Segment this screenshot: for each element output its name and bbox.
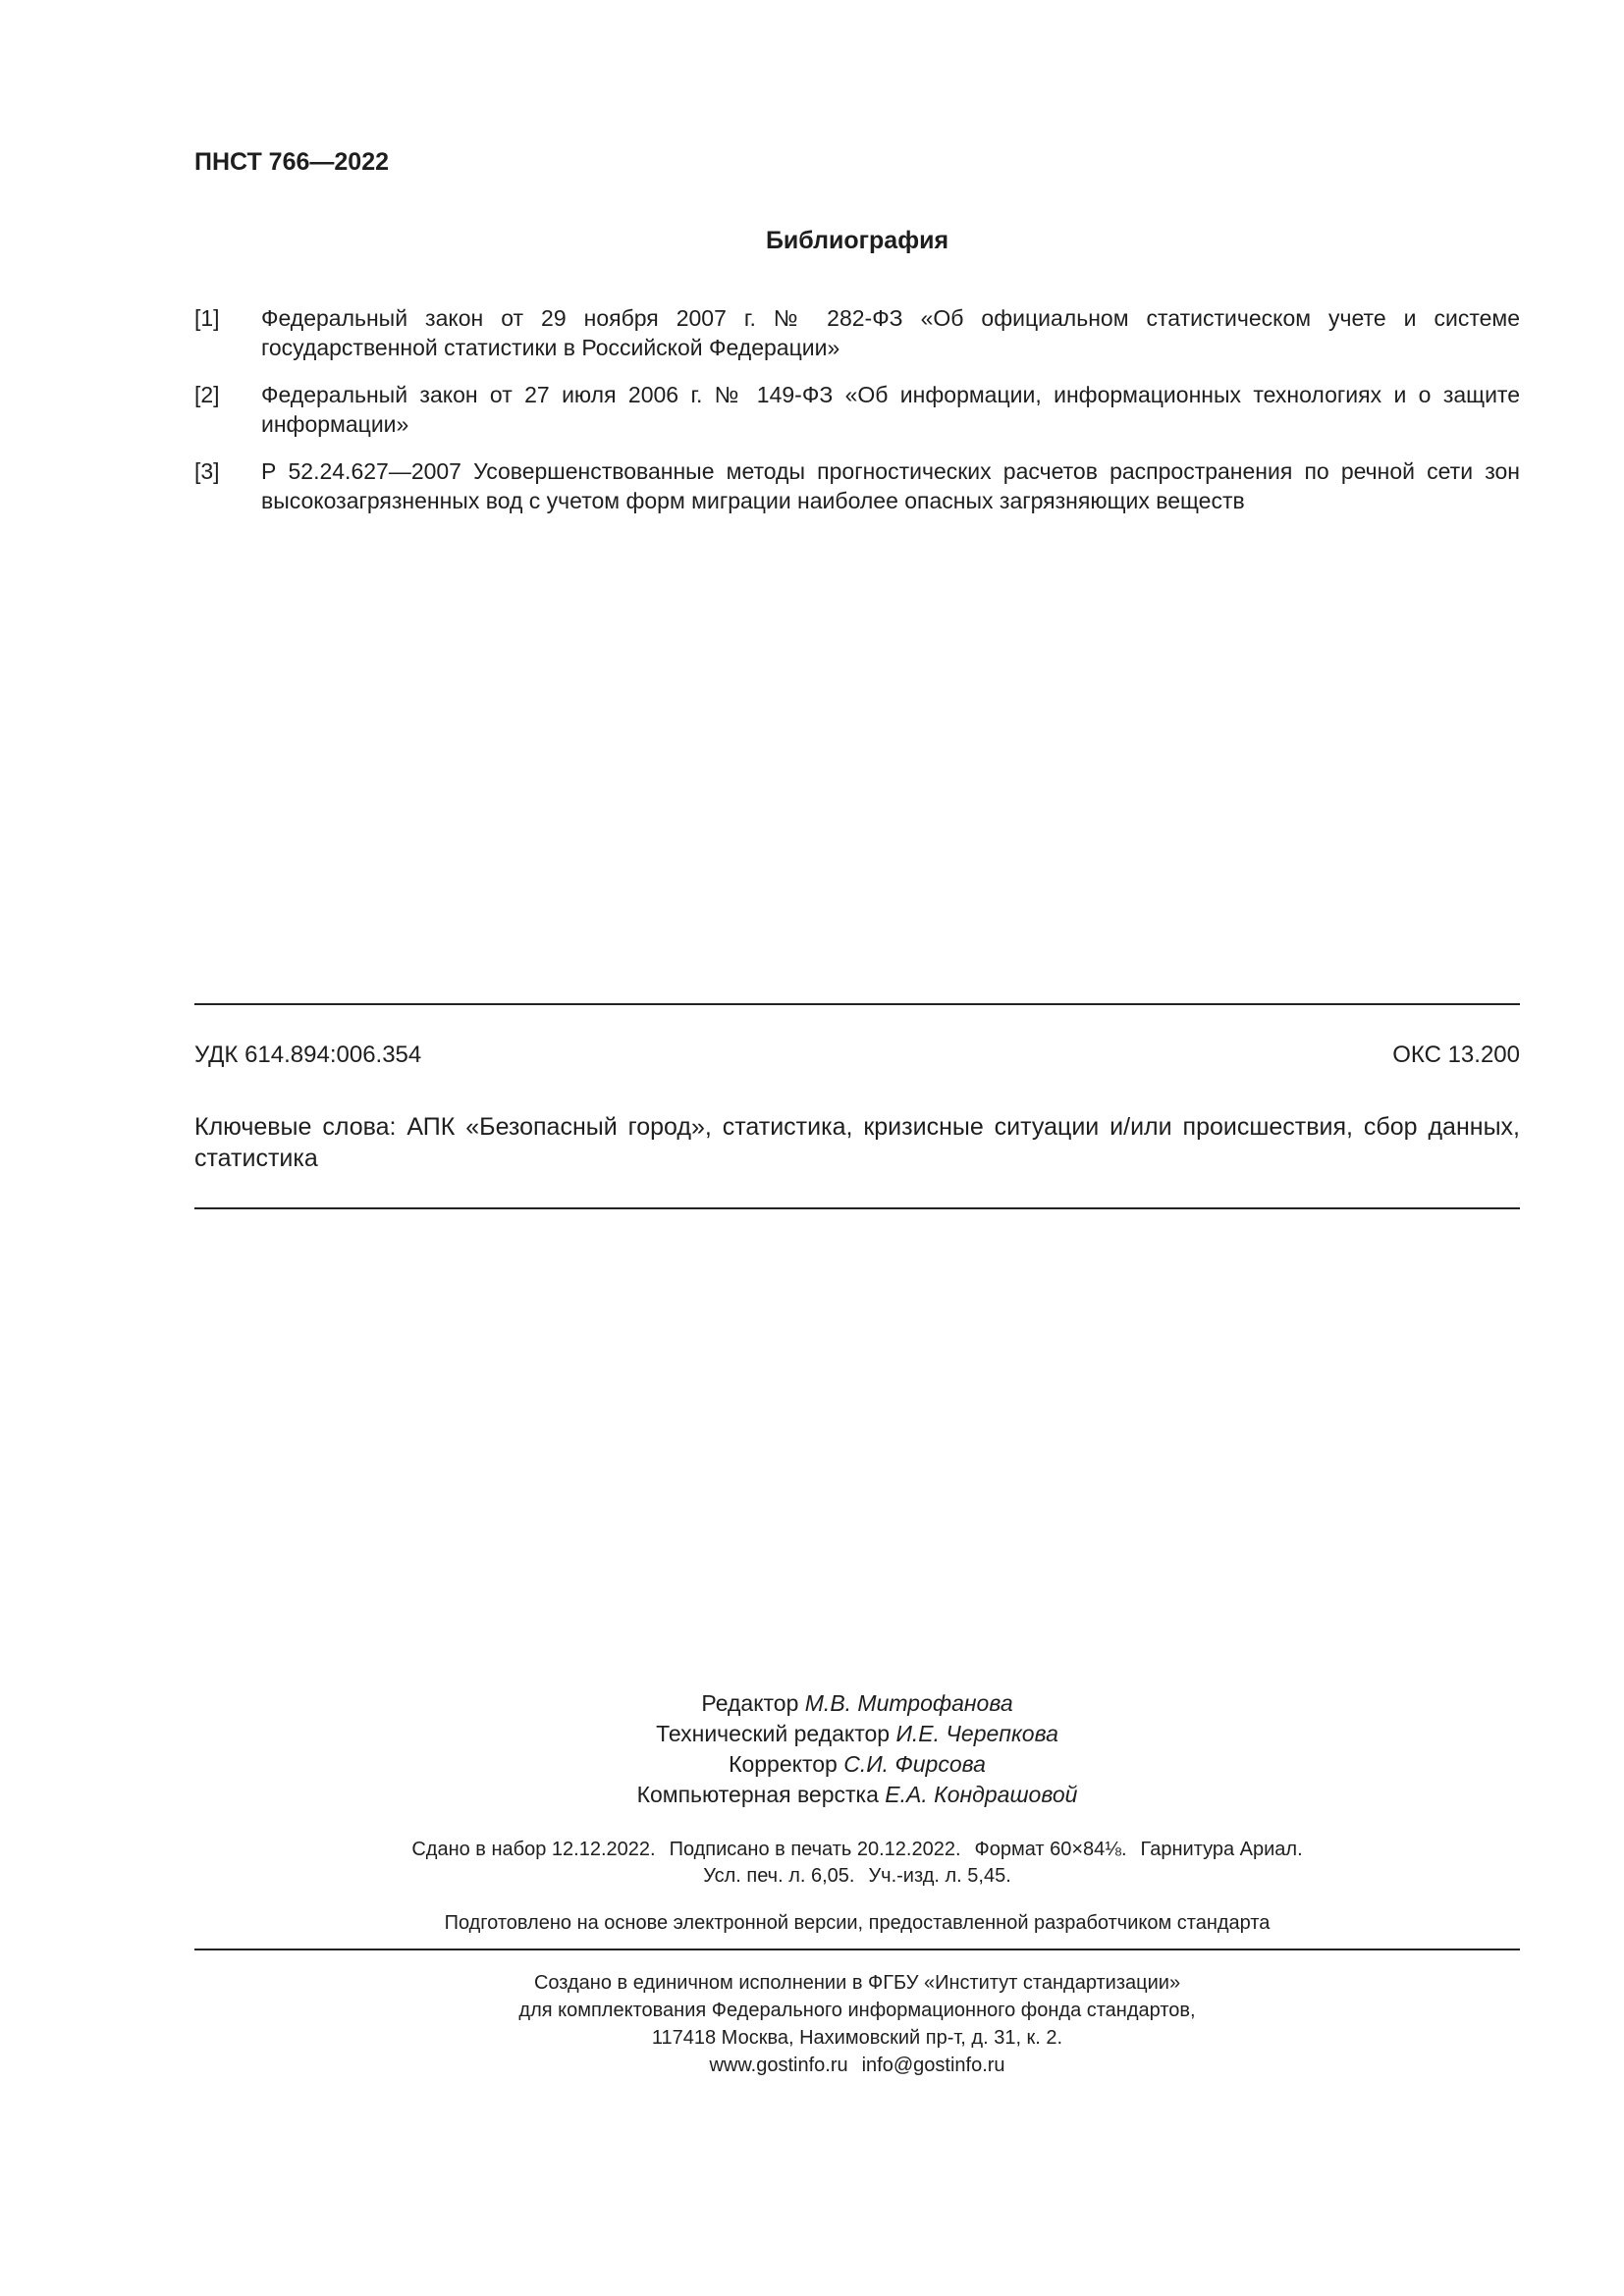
credit-editor: [194, 1688, 1520, 1719]
credit-person: М.В. Митрофанова: [804, 1690, 1013, 1716]
publisher-contacts: [194, 2052, 1520, 2079]
bibliography-item-number: [3]: [194, 458, 220, 484]
print-info: [194, 1837, 1520, 1890]
bibliography-title: Библиография: [765, 227, 949, 254]
credit-role: Технический редактор: [656, 1721, 896, 1746]
credit-role: Редактор: [701, 1690, 805, 1716]
credit-corrector: [194, 1749, 1520, 1780]
document-code: ПНСТ 766—2022: [194, 148, 389, 176]
bibliography-item-text: Федеральный закон от 29 ноября 2007 г. № 282-ФЗ «Об официальном статистическом учете и системе государственной статистики в Российской Федерации»: [261, 305, 1520, 360]
submitted-date: Сдано в набор 12.12.2022.: [411, 1839, 656, 1860]
credit-role: Корректор: [729, 1751, 844, 1777]
divider-top: [194, 1003, 1520, 1005]
divider-bottom: [194, 1207, 1520, 1209]
publication-sheets: Уч.-изд. л. 5,45.: [868, 1865, 1011, 1887]
publisher-line-1: Создано в единичном исполнении в ФГБУ «Институт стандартизации»: [533, 1972, 1181, 1994]
credit-person: И.Е. Черепкова: [895, 1721, 1058, 1746]
publisher-address: 117418 Москва, Нахимовский пр-т, д. 31, к. 2.: [651, 2027, 1063, 2049]
divider-footer: [194, 1949, 1520, 1950]
paper-format: Формат 60×84⅛.: [974, 1839, 1127, 1860]
publisher-line-2: для комплектования Федерального информационного фонда стандартов,: [518, 2000, 1196, 2021]
credits-block: [194, 1688, 1520, 1810]
credit-person: С.И. Фирсова: [843, 1751, 986, 1777]
keywords: Ключевые слова: АПК «Безопасный город», статистика, кризисные ситуации и/или происшествия, сбор данных, статистика: [194, 1113, 1520, 1172]
bibliography-item-number: [2]: [194, 382, 220, 407]
bibliography-list: [194, 303, 1520, 533]
print-sheets: Усл. печ. л. 6,05.: [703, 1865, 855, 1887]
signed-date: Подписано в печать 20.12.2022.: [669, 1839, 961, 1860]
print-info-line-1: [194, 1837, 1520, 1863]
website-link[interactable]: www.gostinfo.ru: [709, 2055, 848, 2076]
udk-code: УДК 614.894:006.354: [194, 1041, 422, 1068]
credit-layout: [194, 1780, 1520, 1810]
publisher-block: [194, 1969, 1520, 2079]
print-info-line-2: [194, 1863, 1520, 1890]
credit-role: Компьютерная верстка: [636, 1782, 886, 1807]
bibliography-item-text: Р 52.24.627—2007 Усовершенствованные методы прогностических расчетов распространения по речной сети зон высокозагрязненных вод с учетом форм миграции наиболее опасных загрязняющих веществ: [261, 458, 1520, 513]
credit-person: Е.А. Кондрашовой: [885, 1782, 1078, 1807]
prepared-note: Подготовлено на основе электронной версии, предоставленной разработчиком стандарта: [444, 1912, 1271, 1934]
typeface: Гарнитура Ариал.: [1140, 1839, 1303, 1860]
oks-code: ОКС 13.200: [1392, 1041, 1520, 1068]
bibliography-item: [194, 380, 1520, 439]
bibliography-item-text: Федеральный закон от 27 июля 2006 г. № 149-ФЗ «Об информации, информационных технологиях и о защите информации»: [261, 382, 1520, 437]
credit-tech-editor: [194, 1719, 1520, 1749]
bibliography-item: [194, 456, 1520, 515]
bibliography-item-number: [1]: [194, 305, 220, 331]
email-link[interactable]: info@gostinfo.ru: [861, 2055, 1005, 2076]
bibliography-item: [194, 303, 1520, 362]
